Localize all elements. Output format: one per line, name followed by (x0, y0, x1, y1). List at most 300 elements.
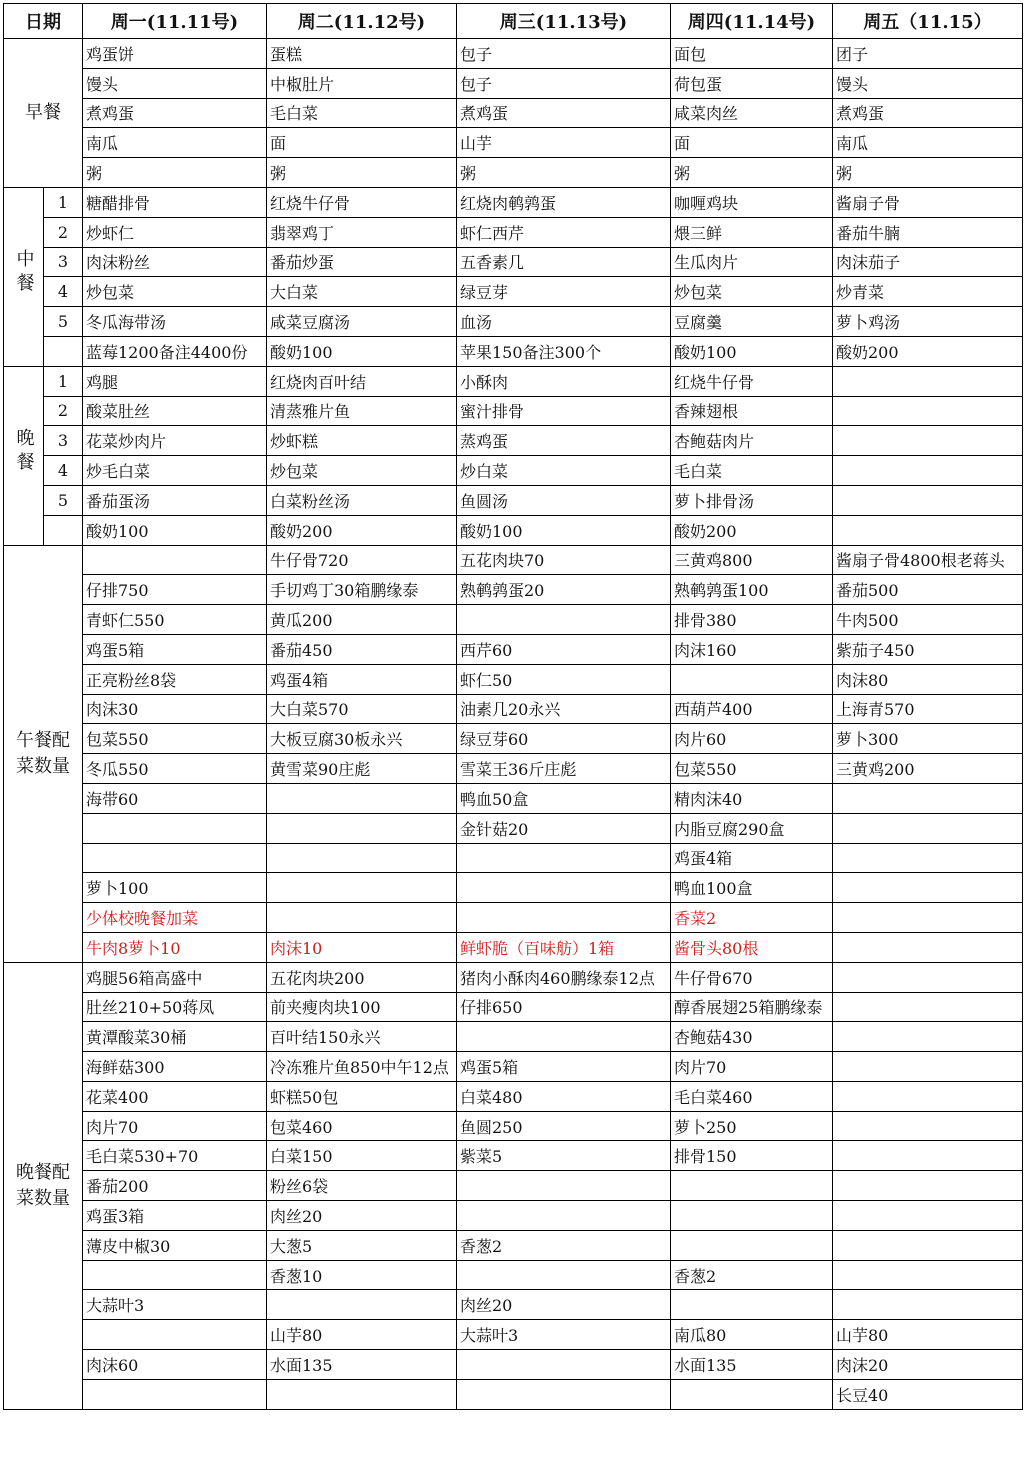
dinner-qty-cell-fri (833, 962, 1023, 992)
lunch-dish-number: 1 (44, 187, 83, 217)
dinner_qty-row (4, 1290, 1023, 1320)
dinner-qty-cell-mon: 大蒜叶3 (83, 1290, 267, 1320)
dinner-qty-cell-thu: 牛仔骨670 (671, 962, 833, 992)
breakfast-cell-wed: 包子 (457, 68, 671, 98)
dinner-qty-cell-wed: 鸡蛋5箱 (457, 1052, 671, 1082)
dinner-qty-cell-wed (457, 1201, 671, 1231)
breakfast-label: 早餐 (4, 39, 83, 188)
dinner-qty-cell-wed (457, 1350, 671, 1380)
dinner-cell-wed: 鱼圆汤 (457, 485, 671, 515)
dinner_qty-row (4, 1141, 1023, 1171)
dinner-qty-cell-tue: 山芋80 (267, 1320, 457, 1350)
dinner-qty-cell-tue: 香葱10 (267, 1260, 457, 1290)
lunch-row (4, 307, 1023, 337)
lunch-qty-cell-wed (457, 843, 671, 873)
dinner-row (4, 485, 1023, 515)
lunch-qty-cell-mon (83, 843, 267, 873)
dinner-row (4, 515, 1023, 545)
dinner-qty-cell-mon: 花菜400 (83, 1081, 267, 1111)
breakfast-cell-tue: 毛白菜 (267, 98, 457, 128)
lunch-qty-cell-fri: 酱扇子骨4800根老蒋头 (833, 545, 1023, 575)
dinner-qty-cell-thu (671, 1230, 833, 1260)
dinner-qty-cell-fri (833, 1081, 1023, 1111)
dinner-qty-cell-thu (671, 1201, 833, 1231)
lunch-cell-mon: 糖醋排骨 (83, 187, 267, 217)
dinner_qty-row (4, 962, 1023, 992)
dinner-cell-fri (833, 426, 1023, 456)
lunch-cell-mon: 冬瓜海带汤 (83, 307, 267, 337)
lunch_qty-row (4, 843, 1023, 873)
lunch-row (4, 336, 1023, 366)
lunch-cell-thu: 煨三鲜 (671, 217, 833, 247)
dinner-qty-cell-thu: 肉片70 (671, 1052, 833, 1082)
breakfast-cell-mon: 煮鸡蛋 (83, 98, 267, 128)
dinner-cell-tue: 白菜粉丝汤 (267, 485, 457, 515)
lunch-qty-cell-thu: 鸡蛋4箱 (671, 843, 833, 873)
dinner-qty-cell-mon: 毛白菜530+70 (83, 1141, 267, 1171)
dinner-cell-tue: 红烧肉百叶结 (267, 366, 457, 396)
dinner-qty-cell-fri (833, 1171, 1023, 1201)
breakfast-row (4, 158, 1023, 188)
dinner-cell-thu: 萝卜排骨汤 (671, 485, 833, 515)
lunch-cell-wed: 绿豆芽 (457, 277, 671, 307)
lunch-qty-cell-tue: 手切鸡丁30箱鹏缘泰 (267, 575, 457, 605)
dinner-qty-cell-mon: 海鲜菇300 (83, 1052, 267, 1082)
dinner_qty-row (4, 1081, 1023, 1111)
dinner-qty-cell-tue: 白菜150 (267, 1141, 457, 1171)
dinner-qty-cell-mon: 鸡腿56箱高盛中 (83, 962, 267, 992)
dinner-qty-cell-thu: 排骨150 (671, 1141, 833, 1171)
lunch-qty-cell-wed: 绿豆芽60 (457, 724, 671, 754)
dinner-qty-cell-wed: 肉丝20 (457, 1290, 671, 1320)
lunch-row (4, 187, 1023, 217)
dinner-dish-number: 5 (44, 485, 83, 515)
dinner_qty-row (4, 1022, 1023, 1052)
lunch-qty-cell-wed: 鲜虾脆（百味舫）1箱 (457, 932, 671, 962)
lunch-qty-cell-tue: 黄雪菜90庄彪 (267, 754, 457, 784)
dinner-cell-wed: 蒸鸡蛋 (457, 426, 671, 456)
dinner-qty-cell-tue: 包菜460 (267, 1111, 457, 1141)
table-body (4, 4, 1023, 1410)
dinner-label (4, 366, 44, 545)
lunch-cell-tue: 酸奶100 (267, 336, 457, 366)
lunch-qty-cell-fri (833, 813, 1023, 843)
lunch-qty-cell-wed: 虾仁50 (457, 664, 671, 694)
breakfast-row (4, 39, 1023, 69)
lunch-qty-cell-mon: 海带60 (83, 783, 267, 813)
lunch-cell-fri: 炒青菜 (833, 277, 1023, 307)
dinner-cell-wed: 炒白菜 (457, 456, 671, 486)
dinner-qty-cell-tue: 冷冻雅片鱼850中午12点 (267, 1052, 457, 1082)
lunch-cell-tue: 翡翠鸡丁 (267, 217, 457, 247)
lunch-cell-mon: 蓝莓1200备注4400份 (83, 336, 267, 366)
lunch-label (4, 187, 44, 366)
lunch-qty-cell-tue (267, 873, 457, 903)
dinner-qty-cell-fri (833, 1230, 1023, 1260)
dinner_qty-row (4, 1350, 1023, 1380)
dinner-cell-fri (833, 485, 1023, 515)
dinner-cell-fri (833, 396, 1023, 426)
lunch-qty-cell-thu: 鸭血100盒 (671, 873, 833, 903)
lunch-qty-cell-thu: 西葫芦400 (671, 694, 833, 724)
lunch-qty-cell-thu: 包菜550 (671, 754, 833, 784)
dinner_qty-row (4, 1230, 1023, 1260)
lunch-qty-cell-wed: 鸭血50盒 (457, 783, 671, 813)
lunch-cell-mon: 肉沫粉丝 (83, 247, 267, 277)
dinner-qty-label: 晚餐配菜数量 (4, 962, 83, 1409)
lunch-cell-thu: 炒包菜 (671, 277, 833, 307)
breakfast-cell-fri: 团子 (833, 39, 1023, 69)
lunch-qty-cell-mon: 牛肉8萝卜10 (83, 932, 267, 962)
lunch-qty-cell-mon: 仔排750 (83, 575, 267, 605)
header-row (4, 4, 1023, 39)
dinner-qty-cell-fri (833, 1141, 1023, 1171)
dinner-cell-wed: 酸奶100 (457, 515, 671, 545)
lunch-cell-wed: 红烧肉鹌鹑蛋 (457, 187, 671, 217)
dinner-dish-number: 3 (44, 426, 83, 456)
breakfast-cell-tue: 面 (267, 128, 457, 158)
lunch-qty-cell-mon: 少体校晚餐加菜 (83, 903, 267, 933)
dinner-cell-mon: 花菜炒肉片 (83, 426, 267, 456)
breakfast-cell-wed: 粥 (457, 158, 671, 188)
lunch-cell-tue: 咸菜豆腐汤 (267, 307, 457, 337)
lunch-qty-cell-mon: 青虾仁550 (83, 605, 267, 635)
breakfast-cell-wed: 山芋 (457, 128, 671, 158)
lunch_qty-row (4, 724, 1023, 754)
dinner-qty-cell-fri (833, 1201, 1023, 1231)
lunch-cell-wed: 苹果150备注300个 (457, 336, 671, 366)
dinner-dish-number: 1 (44, 366, 83, 396)
lunch_qty-row (4, 783, 1023, 813)
dinner-cell-mon: 酸菜肚丝 (83, 396, 267, 426)
dinner-qty-cell-fri: 山芋80 (833, 1320, 1023, 1350)
lunch-qty-cell-wed: 西芹60 (457, 634, 671, 664)
lunch-qty-cell-wed: 熟鹌鹑蛋20 (457, 575, 671, 605)
lunch-qty-cell-mon (83, 545, 267, 575)
lunch-qty-cell-fri: 紫茄子450 (833, 634, 1023, 664)
dinner-qty-cell-mon: 肚丝210+50蒋凤 (83, 992, 267, 1022)
lunch-cell-fri: 肉沫茄子 (833, 247, 1023, 277)
breakfast-row (4, 68, 1023, 98)
dinner-cell-thu: 香辣翅根 (671, 396, 833, 426)
lunch-cell-fri: 番茄牛腩 (833, 217, 1023, 247)
dinner-row (4, 396, 1023, 426)
dinner-cell-fri (833, 456, 1023, 486)
dinner-cell-thu: 酸奶200 (671, 515, 833, 545)
day-header-thu: 周四(11.14号) (671, 4, 833, 39)
day-header-fri: 周五（11.15） (833, 4, 1023, 39)
lunch-qty-cell-fri: 三黄鸡200 (833, 754, 1023, 784)
dinner-qty-cell-mon (83, 1320, 267, 1350)
lunch-qty-cell-fri (833, 903, 1023, 933)
dinner-cell-fri (833, 366, 1023, 396)
dinner-qty-cell-mon: 番茄200 (83, 1171, 267, 1201)
dinner-qty-cell-thu: 毛白菜460 (671, 1081, 833, 1111)
dinner-qty-cell-fri: 肉沫20 (833, 1350, 1023, 1380)
dinner-qty-cell-fri (833, 1290, 1023, 1320)
lunch-qty-cell-thu: 熟鹌鹑蛋100 (671, 575, 833, 605)
dinner-cell-tue: 酸奶200 (267, 515, 457, 545)
dinner-qty-cell-wed (457, 1379, 671, 1409)
breakfast-cell-tue: 粥 (267, 158, 457, 188)
lunch-cell-tue: 大白菜 (267, 277, 457, 307)
breakfast-cell-mon: 粥 (83, 158, 267, 188)
lunch-qty-cell-wed (457, 903, 671, 933)
lunch-cell-tue: 番茄炒蛋 (267, 247, 457, 277)
lunch_qty-row (4, 605, 1023, 635)
lunch-qty-cell-mon: 鸡蛋5箱 (83, 634, 267, 664)
lunch-dish-number (44, 336, 83, 366)
dinner-dish-number: 4 (44, 456, 83, 486)
lunch-qty-cell-tue (267, 903, 457, 933)
menu-table (3, 3, 1023, 1410)
dinner-qty-cell-wed (457, 1260, 671, 1290)
dinner_qty-row (4, 1320, 1023, 1350)
lunch-qty-cell-thu: 香菜2 (671, 903, 833, 933)
lunch-row (4, 277, 1023, 307)
lunch-qty-cell-fri: 番茄500 (833, 575, 1023, 605)
dinner-cell-tue: 炒虾糕 (267, 426, 457, 456)
lunch-row (4, 247, 1023, 277)
dinner_qty-row (4, 992, 1023, 1022)
breakfast-cell-wed: 煮鸡蛋 (457, 98, 671, 128)
lunch-qty-cell-fri (833, 843, 1023, 873)
dinner-qty-cell-thu (671, 1171, 833, 1201)
dinner-qty-cell-fri (833, 1260, 1023, 1290)
lunch-qty-cell-tue (267, 813, 457, 843)
dinner-cell-thu: 毛白菜 (671, 456, 833, 486)
dinner-qty-cell-mon: 肉片70 (83, 1111, 267, 1141)
breakfast-cell-tue: 中椒肚片 (267, 68, 457, 98)
lunch-qty-cell-tue (267, 843, 457, 873)
dinner-qty-cell-thu: 南瓜80 (671, 1320, 833, 1350)
lunch-qty-cell-thu: 内脂豆腐290盒 (671, 813, 833, 843)
dinner-qty-cell-tue (267, 1290, 457, 1320)
dinner-qty-cell-wed: 白菜480 (457, 1081, 671, 1111)
dinner-cell-tue: 炒包菜 (267, 456, 457, 486)
lunch-qty-cell-mon: 肉沫30 (83, 694, 267, 724)
lunch-dish-number: 5 (44, 307, 83, 337)
dinner-row (4, 456, 1023, 486)
lunch-label-text: 中餐 (13, 248, 35, 297)
dinner-cell-tue: 清蒸雅片鱼 (267, 396, 457, 426)
lunch-cell-thu: 咖喱鸡块 (671, 187, 833, 217)
lunch_qty-row (4, 754, 1023, 784)
dinner-qty-cell-tue: 水面135 (267, 1350, 457, 1380)
lunch_qty-row (4, 903, 1023, 933)
dinner-qty-cell-tue: 粉丝6袋 (267, 1171, 457, 1201)
dinner-cell-mon: 鸡腿 (83, 366, 267, 396)
dinner-cell-wed: 小酥肉 (457, 366, 671, 396)
breakfast-cell-fri: 南瓜 (833, 128, 1023, 158)
date-header: 日期 (4, 4, 83, 39)
lunch-qty-cell-mon: 冬瓜550 (83, 754, 267, 784)
dinner-qty-cell-fri (833, 1052, 1023, 1082)
lunch-cell-thu: 豆腐羹 (671, 307, 833, 337)
lunch-cell-tue: 红烧牛仔骨 (267, 187, 457, 217)
dinner-cell-thu: 杏鲍菇肉片 (671, 426, 833, 456)
dinner-qty-cell-wed (457, 1171, 671, 1201)
dinner-qty-cell-thu (671, 1379, 833, 1409)
breakfast-cell-thu: 荷包蛋 (671, 68, 833, 98)
lunch-qty-cell-tue: 番茄450 (267, 634, 457, 664)
dinner-qty-cell-tue: 前夹瘦肉块100 (267, 992, 457, 1022)
dinner-qty-cell-tue: 百叶结150永兴 (267, 1022, 457, 1052)
lunch-row (4, 217, 1023, 247)
lunch-cell-wed: 虾仁西芹 (457, 217, 671, 247)
breakfast-cell-thu: 粥 (671, 158, 833, 188)
lunch_qty-row (4, 694, 1023, 724)
lunch_qty-row (4, 873, 1023, 903)
lunch-qty-cell-wed (457, 873, 671, 903)
breakfast-cell-thu: 面 (671, 128, 833, 158)
dinner-cell-mon: 番茄蛋汤 (83, 485, 267, 515)
dinner-qty-cell-fri (833, 1022, 1023, 1052)
dinner-qty-cell-thu: 杏鲍菇430 (671, 1022, 833, 1052)
lunch-cell-fri: 萝卜鸡汤 (833, 307, 1023, 337)
dinner-qty-cell-thu: 水面135 (671, 1350, 833, 1380)
lunch-qty-cell-fri: 牛肉500 (833, 605, 1023, 635)
lunch-qty-cell-mon (83, 813, 267, 843)
dinner-row (4, 426, 1023, 456)
breakfast-cell-tue: 蛋糕 (267, 39, 457, 69)
breakfast-cell-fri: 煮鸡蛋 (833, 98, 1023, 128)
breakfast-row (4, 128, 1023, 158)
lunch_qty-row (4, 664, 1023, 694)
lunch_qty-row (4, 575, 1023, 605)
lunch-qty-cell-tue: 大白菜570 (267, 694, 457, 724)
dinner-cell-thu: 红烧牛仔骨 (671, 366, 833, 396)
lunch-qty-cell-tue: 肉沫10 (267, 932, 457, 962)
lunch-qty-cell-thu (671, 664, 833, 694)
dinner-qty-cell-mon: 鸡蛋3箱 (83, 1201, 267, 1231)
breakfast-cell-thu: 面包 (671, 39, 833, 69)
dinner-cell-wed: 蜜汁排骨 (457, 396, 671, 426)
dinner-qty-cell-mon: 肉沫60 (83, 1350, 267, 1380)
breakfast-cell-fri: 馒头 (833, 68, 1023, 98)
lunch-qty-cell-thu: 精肉沫40 (671, 783, 833, 813)
lunch-cell-mon: 炒包菜 (83, 277, 267, 307)
dinner-qty-cell-wed: 香葱2 (457, 1230, 671, 1260)
dinner-cell-fri (833, 515, 1023, 545)
lunch-qty-cell-wed: 金针菇20 (457, 813, 671, 843)
lunch-qty-cell-tue: 牛仔骨720 (267, 545, 457, 575)
dinner-qty-cell-fri (833, 992, 1023, 1022)
breakfast-cell-wed: 包子 (457, 39, 671, 69)
dinner-qty-cell-fri: 长豆40 (833, 1379, 1023, 1409)
lunch_qty-row (4, 932, 1023, 962)
lunch-dish-number: 4 (44, 277, 83, 307)
dinner_qty-row (4, 1111, 1023, 1141)
dinner-qty-cell-wed: 紫菜5 (457, 1141, 671, 1171)
lunch-dish-number: 2 (44, 217, 83, 247)
dinner-qty-cell-tue: 五花肉块200 (267, 962, 457, 992)
lunch-dish-number: 3 (44, 247, 83, 277)
dinner-qty-cell-tue: 肉丝20 (267, 1201, 457, 1231)
breakfast-row (4, 98, 1023, 128)
dinner-dish-number: 2 (44, 396, 83, 426)
breakfast-cell-mon: 鸡蛋饼 (83, 39, 267, 69)
breakfast-cell-thu: 咸菜肉丝 (671, 98, 833, 128)
lunch-qty-cell-mon: 包菜550 (83, 724, 267, 754)
dinner-qty-cell-fri (833, 1111, 1023, 1141)
dinner-label-text: 晚餐 (13, 427, 35, 476)
dinner-qty-cell-wed: 猪肉小酥肉460鹏缘泰12点 (457, 962, 671, 992)
day-header-mon: 周一(11.11号) (83, 4, 267, 39)
lunch-qty-cell-fri: 上海青570 (833, 694, 1023, 724)
lunch-qty-cell-fri: 萝卜300 (833, 724, 1023, 754)
lunch-cell-fri: 酱扇子骨 (833, 187, 1023, 217)
dinner-cell-mon: 酸奶100 (83, 515, 267, 545)
dinner_qty-row (4, 1201, 1023, 1231)
dinner_qty-row (4, 1260, 1023, 1290)
dinner_qty-row (4, 1379, 1023, 1409)
lunch-qty-cell-mon: 正亮粉丝8袋 (83, 664, 267, 694)
lunch-qty-cell-fri (833, 783, 1023, 813)
dinner-qty-cell-wed: 鱼圆250 (457, 1111, 671, 1141)
breakfast-cell-mon: 馒头 (83, 68, 267, 98)
lunch-qty-cell-fri: 肉沫80 (833, 664, 1023, 694)
dinner-qty-cell-thu: 醇香展翅25箱鹏缘泰 (671, 992, 833, 1022)
lunch-qty-cell-fri (833, 932, 1023, 962)
dinner-qty-cell-thu (671, 1290, 833, 1320)
day-header-tue: 周二(11.12号) (267, 4, 457, 39)
dinner-qty-cell-wed (457, 1022, 671, 1052)
dinner-qty-cell-wed: 大蒜叶3 (457, 1320, 671, 1350)
lunch-qty-cell-mon: 萝卜100 (83, 873, 267, 903)
dinner-cell-mon: 炒毛白菜 (83, 456, 267, 486)
dinner-qty-cell-thu: 香葱2 (671, 1260, 833, 1290)
lunch-cell-thu: 生瓜肉片 (671, 247, 833, 277)
dinner-qty-cell-thu: 萝卜250 (671, 1111, 833, 1141)
lunch-cell-thu: 酸奶100 (671, 336, 833, 366)
dinner-qty-cell-mon: 薄皮中椒30 (83, 1230, 267, 1260)
lunch-qty-cell-thu: 酱骨头80根 (671, 932, 833, 962)
dinner-qty-cell-tue: 大葱5 (267, 1230, 457, 1260)
lunch-qty-cell-tue (267, 783, 457, 813)
lunch_qty-row (4, 813, 1023, 843)
lunch-qty-cell-wed: 雪菜王36斤庄彪 (457, 754, 671, 784)
dinner-qty-cell-wed: 仔排650 (457, 992, 671, 1022)
lunch-qty-cell-tue: 大板豆腐30板永兴 (267, 724, 457, 754)
dinner-qty-cell-mon (83, 1379, 267, 1409)
lunch-qty-cell-thu: 肉片60 (671, 724, 833, 754)
lunch_qty-row (4, 634, 1023, 664)
lunch-qty-cell-tue: 鸡蛋4箱 (267, 664, 457, 694)
dinner-qty-cell-mon (83, 1260, 267, 1290)
lunch-cell-mon: 炒虾仁 (83, 217, 267, 247)
lunch-qty-cell-wed: 油素几20永兴 (457, 694, 671, 724)
day-header-wed: 周三(11.13号) (457, 4, 671, 39)
lunch-qty-cell-thu: 三黄鸡800 (671, 545, 833, 575)
lunch-qty-cell-thu: 排骨380 (671, 605, 833, 635)
breakfast-cell-fri: 粥 (833, 158, 1023, 188)
dinner_qty-row (4, 1171, 1023, 1201)
lunch-cell-fri: 酸奶200 (833, 336, 1023, 366)
lunch-qty-cell-wed (457, 605, 671, 635)
breakfast-cell-mon: 南瓜 (83, 128, 267, 158)
lunch-qty-label: 午餐配菜数量 (4, 545, 83, 962)
lunch-cell-wed: 血汤 (457, 307, 671, 337)
lunch_qty-row (4, 545, 1023, 575)
dinner-qty-cell-tue: 虾糕50包 (267, 1081, 457, 1111)
dinner-qty-cell-mon: 黄潭酸菜30桶 (83, 1022, 267, 1052)
lunch-qty-cell-thu: 肉沫160 (671, 634, 833, 664)
lunch-qty-cell-fri (833, 873, 1023, 903)
lunch-qty-cell-tue: 黄瓜200 (267, 605, 457, 635)
lunch-cell-wed: 五香素几 (457, 247, 671, 277)
lunch-qty-cell-wed: 五花肉块70 (457, 545, 671, 575)
